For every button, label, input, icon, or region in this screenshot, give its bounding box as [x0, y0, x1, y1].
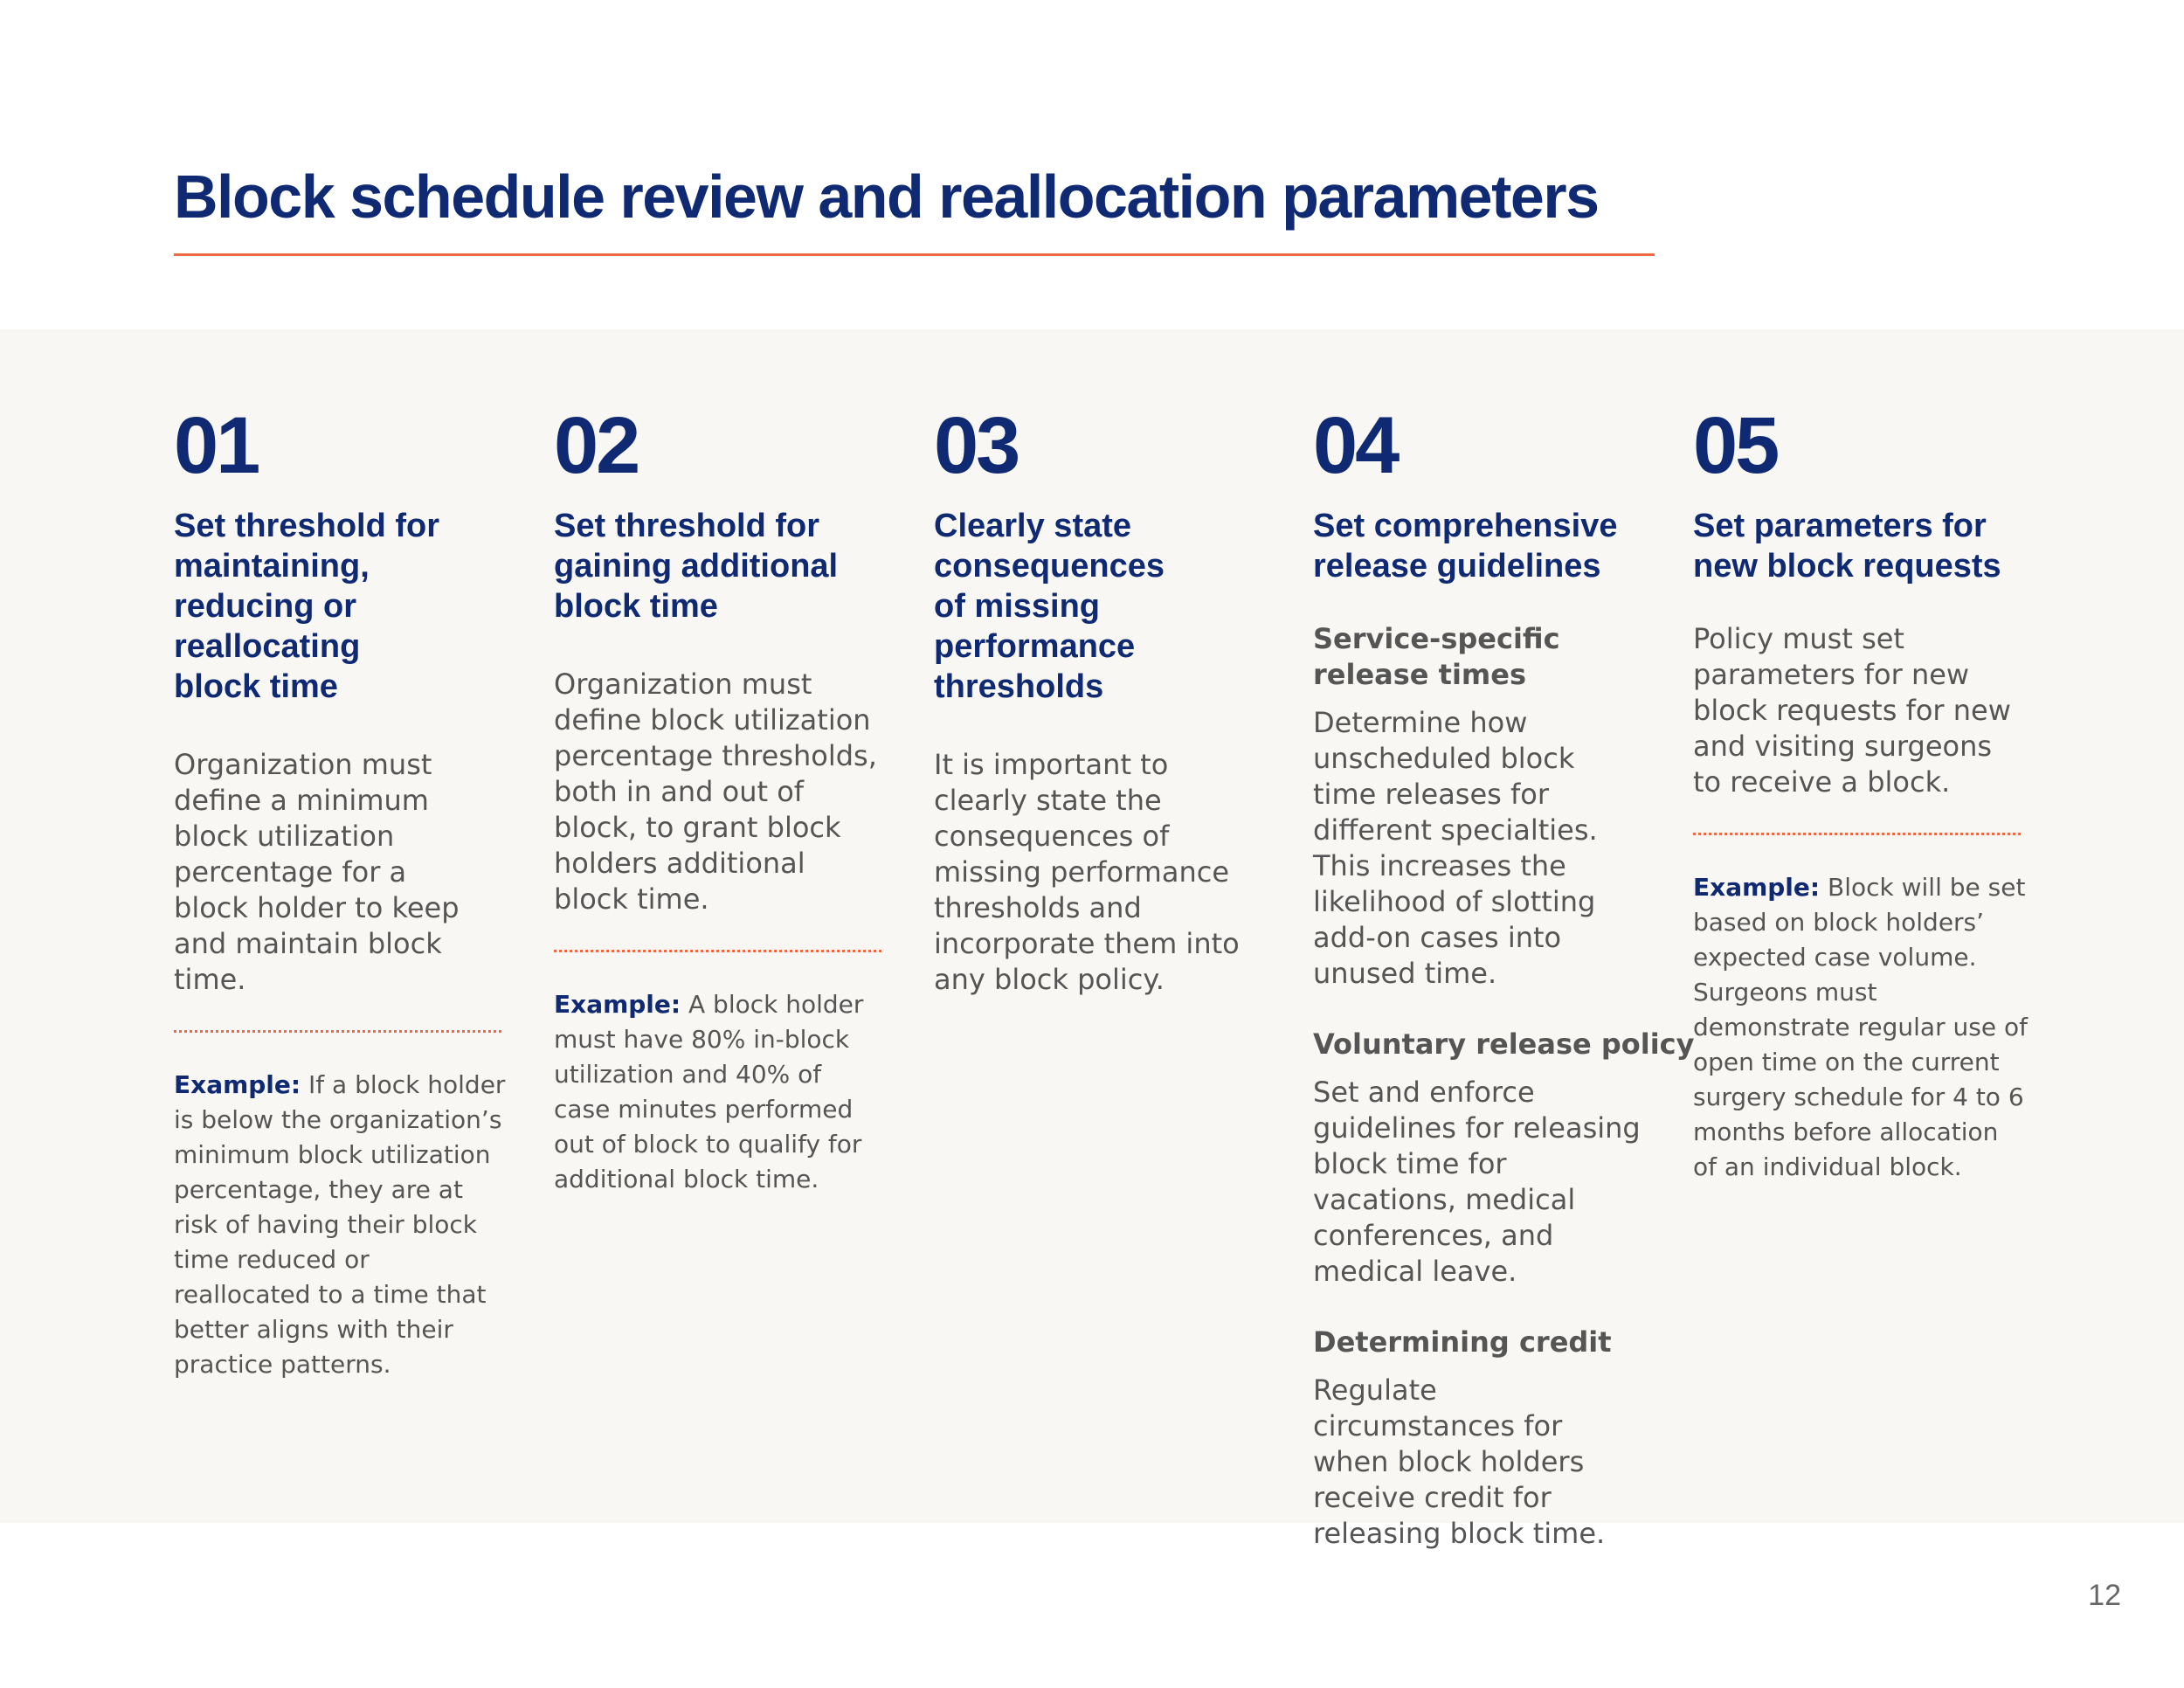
example-text — [1693, 870, 2029, 1185]
column-05 — [1693, 391, 2029, 1185]
example-body: If a block holder is below the organization’s minimum block utilization percentage, they are at risk of having their block time reduced or reallocated to a time that better aligns with their practice patterns. — [174, 1070, 506, 1379]
example-text — [554, 987, 868, 1197]
column-number: 05 — [1693, 401, 1778, 490]
column-body: Organization must define a minimum block utilization percentage for a block holder to keep and maintain block time. — [174, 748, 460, 996]
column-02 — [554, 391, 886, 1197]
column-body: Policy must set parameters for new block requests for new and visiting surgeons to receive a block. — [1693, 622, 2011, 799]
dotted-divider — [1693, 833, 2021, 835]
example-body: Block will be set based on block holders’ expected case volume. Surgeons must demonstrate regular use of open time on the current surgery schedule for 4 to 6 months before allocation of an individual block. — [1693, 873, 2028, 1181]
column-number: 03 — [934, 401, 1019, 490]
section-subheading: Voluntary release policy — [1313, 1027, 1695, 1061]
title-underline — [174, 253, 1655, 256]
column-04 — [1313, 391, 1695, 1552]
column-heading: Set comprehensive release guidelines — [1313, 508, 1618, 585]
dotted-divider — [174, 1030, 501, 1033]
example-label: Example: — [174, 1070, 301, 1099]
section-text: Regulate circumstances for when block holders receive credit for releasing block time. — [1313, 1373, 1606, 1550]
page-title: Block schedule review and reallocation parameters — [174, 163, 1599, 231]
column-01 — [174, 391, 506, 1382]
page-number: 12 — [2088, 1579, 2121, 1612]
dotted-divider — [554, 950, 881, 952]
column-body: Organization must define block utilization percentage thresholds, both in and out of block, to grant block holders additional block time. — [554, 668, 877, 916]
example-body: A block holder must have 80% in-block utilization and 40% of case minutes performed out of block to qualify for additional block time. — [554, 990, 864, 1193]
section-subheading: Determining credit — [1313, 1325, 1612, 1359]
column-03 — [934, 391, 1266, 998]
column-number: 01 — [174, 401, 259, 490]
column-number: 02 — [554, 401, 639, 490]
column-heading: Set threshold for gaining additional block time — [554, 508, 839, 625]
example-label: Example: — [1693, 873, 1821, 902]
column-heading: Set parameters for new block requests — [1693, 508, 2001, 585]
column-heading: Set threshold for maintaining, reducing or reallocating block time — [174, 508, 440, 705]
example-label: Example: — [554, 990, 681, 1019]
section-text: Determine how unscheduled block time releases for different specialties. This increases the likelihood of slotting add-on cases into unused time. — [1313, 706, 1598, 990]
column-heading: Clearly state consequences of missing performance thresholds — [934, 508, 1165, 705]
section-text: Set and enforce guidelines for releasing block time for vacations, medical conferences, and medical leave. — [1313, 1076, 1641, 1288]
example-text — [174, 1068, 506, 1382]
column-number: 04 — [1313, 401, 1398, 490]
column-body: It is important to clearly state the consequences of missing performance thresholds and incorporate them into any block policy. — [934, 748, 1240, 996]
section-subheading: Service-specific release times — [1313, 622, 1560, 691]
